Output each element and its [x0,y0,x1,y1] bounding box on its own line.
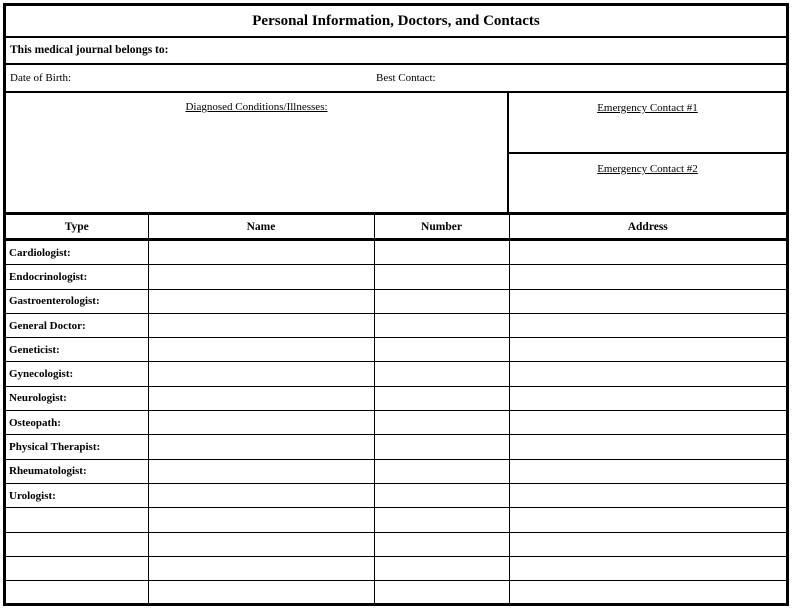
journal-page [3,3,789,606]
address-cell[interactable] [509,556,786,580]
header-address: Address [509,215,786,240]
address-cell[interactable] [509,532,786,556]
best-contact-field[interactable]: Best Contact: [376,72,436,84]
doctor-rows [6,240,786,605]
type-cell: Urologist: [6,483,148,507]
emergency-contact-2-label: Emergency Contact #2 [597,163,698,175]
number-cell[interactable] [374,435,509,459]
table-row [6,532,786,556]
name-cell[interactable] [148,581,374,605]
header-type: Type [6,215,148,240]
number-cell[interactable] [374,459,509,483]
diagnosed-conditions-label: Diagnosed Conditions/Illnesses: [185,101,328,113]
address-cell[interactable] [509,435,786,459]
table-row [6,313,786,337]
table-row [6,265,786,289]
table-row [6,240,786,265]
emergency-contact-1-box[interactable] [509,93,786,154]
address-cell[interactable] [509,483,786,507]
number-cell[interactable] [374,483,509,507]
address-cell[interactable] [509,508,786,532]
address-cell[interactable] [509,411,786,435]
address-cell[interactable] [509,386,786,410]
type-cell: Cardiologist: [6,240,148,265]
date-of-birth-field[interactable]: Date of Birth: [10,72,72,84]
type-cell: Rheumatologist: [6,459,148,483]
type-cell: Gastroenterologist: [6,289,148,313]
name-cell[interactable] [148,556,374,580]
name-cell[interactable] [148,338,374,362]
table-row [6,483,786,507]
address-cell[interactable] [509,362,786,386]
name-cell[interactable] [148,265,374,289]
number-cell[interactable] [374,338,509,362]
page-title: Personal Information, Doctors, and Contacts [6,6,786,38]
table-row [6,411,786,435]
name-cell[interactable] [148,459,374,483]
name-cell[interactable] [148,435,374,459]
type-cell: General Doctor: [6,313,148,337]
type-cell [6,508,148,532]
conditions-section [6,93,786,215]
table-row [6,459,786,483]
type-cell [6,581,148,605]
name-cell[interactable] [148,532,374,556]
address-cell[interactable] [509,289,786,313]
name-cell[interactable] [148,240,374,265]
address-cell[interactable] [509,459,786,483]
header-name: Name [148,215,374,240]
name-cell[interactable] [148,362,374,386]
table-row [6,338,786,362]
owner-field[interactable]: This medical journal belongs to: [6,38,786,65]
name-cell[interactable] [148,508,374,532]
address-cell[interactable] [509,313,786,337]
number-cell[interactable] [374,581,509,605]
header-number: Number [374,215,509,240]
diagnosed-conditions-box[interactable] [6,93,509,212]
type-cell: Gynecologist: [6,362,148,386]
type-cell: Neurologist: [6,386,148,410]
address-cell[interactable] [509,265,786,289]
number-cell[interactable] [374,532,509,556]
table-header-row [6,215,786,240]
number-cell[interactable] [374,386,509,410]
emergency-contact-1-label: Emergency Contact #1 [597,102,698,114]
number-cell[interactable] [374,313,509,337]
address-cell[interactable] [509,581,786,605]
name-cell[interactable] [148,289,374,313]
table-row [6,581,786,605]
type-cell: Geneticist: [6,338,148,362]
type-cell: Osteopath: [6,411,148,435]
address-cell[interactable] [509,338,786,362]
dob-contact-row [6,65,786,93]
number-cell[interactable] [374,362,509,386]
number-cell[interactable] [374,556,509,580]
table-row [6,508,786,532]
type-cell: Endocrinologist: [6,265,148,289]
number-cell[interactable] [374,508,509,532]
table-row [6,435,786,459]
number-cell[interactable] [374,265,509,289]
name-cell[interactable] [148,386,374,410]
name-cell[interactable] [148,411,374,435]
table-row [6,386,786,410]
type-cell [6,556,148,580]
table-row [6,289,786,313]
table-row [6,362,786,386]
number-cell[interactable] [374,240,509,265]
name-cell[interactable] [148,483,374,507]
type-cell [6,532,148,556]
table-row [6,556,786,580]
type-cell: Physical Therapist: [6,435,148,459]
number-cell[interactable] [374,411,509,435]
number-cell[interactable] [374,289,509,313]
address-cell[interactable] [509,240,786,265]
doctors-table [6,215,786,604]
name-cell[interactable] [148,313,374,337]
emergency-contact-2-box[interactable] [509,154,786,212]
